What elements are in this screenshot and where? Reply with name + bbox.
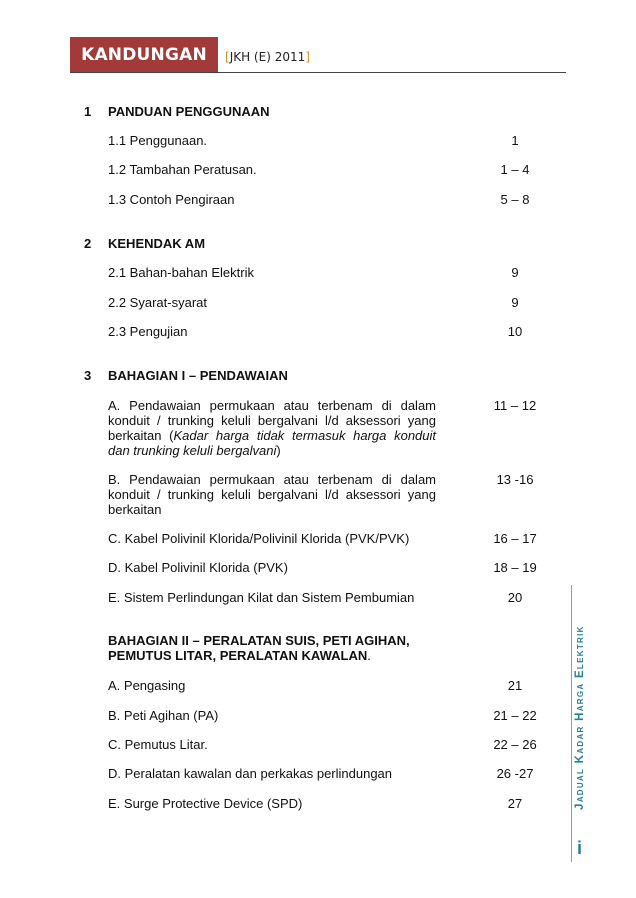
section-title-period: . xyxy=(367,648,371,663)
sidebar-vertical-title: Jadual Kadar Harga Elektrik xyxy=(574,625,586,810)
toc-item[interactable]: D. Peralatan kawalan dan perkakas perlindungan xyxy=(108,766,393,781)
toc-item[interactable]: E. Surge Protective Device (SPD) xyxy=(108,796,303,811)
toc-page: 9 xyxy=(511,295,519,310)
toc-item[interactable]: E. Sistem Perlindungan Kilat dan Sistem Pembumian xyxy=(108,590,415,605)
toc-item[interactable]: C. Pemutus Litar. xyxy=(108,737,208,752)
toc-item[interactable] xyxy=(108,398,436,458)
header-subtitle xyxy=(225,50,310,64)
document-code: JKH (E) 2011 xyxy=(229,50,306,64)
toc-item[interactable]: 2.3 Pengujian xyxy=(108,324,188,339)
toc-item[interactable]: C. Kabel Polivinil Klorida/Polivinil Klorida (PVK/PVK) xyxy=(108,531,410,546)
header-rule xyxy=(70,72,566,73)
toc-page: 18 – 19 xyxy=(493,560,537,575)
toc-item[interactable]: B. Pendawaian permukaan atau terbenam di dalam konduit / trunking keluli bergalvani l/d aksessori yang berkaitan xyxy=(108,472,436,517)
sidebar-rule xyxy=(571,585,572,862)
toc-page: 21 – 22 xyxy=(493,708,537,723)
toc-page: 11 – 12 xyxy=(493,398,537,413)
section-title-line2 xyxy=(108,648,371,663)
toc-page: 20 xyxy=(507,590,523,605)
section-title: BAHAGIAN I – PENDAWAIAN xyxy=(108,368,288,383)
toc-page: 26 -27 xyxy=(496,766,534,781)
page-number: i xyxy=(577,838,583,858)
toc-page: 10 xyxy=(507,324,523,339)
toc-page: 9 xyxy=(511,265,519,280)
toc-page: 1 xyxy=(511,133,519,148)
bracket-open: [ xyxy=(225,50,230,64)
toc-item[interactable]: A. Pengasing xyxy=(108,678,186,693)
toc-page: 5 – 8 xyxy=(500,192,530,207)
toc-page: 1 – 4 xyxy=(500,162,530,177)
toc-page: 16 – 17 xyxy=(493,531,537,546)
toc-item[interactable]: 1.2 Tambahan Peratusan. xyxy=(108,162,257,177)
toc-item-text-end: ) xyxy=(276,443,281,458)
toc-item[interactable]: 2.1 Bahan-bahan Elektrik xyxy=(108,265,254,280)
toc-page: 13 -16 xyxy=(496,472,534,487)
toc-page: 27 xyxy=(507,796,523,811)
section-number: 1 xyxy=(84,104,92,119)
header-title: KANDUNGAN xyxy=(70,37,218,72)
toc-item[interactable]: B. Peti Agihan (PA) xyxy=(108,708,219,723)
toc-page: 22 – 26 xyxy=(493,737,537,752)
section-number: 2 xyxy=(84,236,92,251)
section-title-text: PEMUTUS LITAR, PERALATAN KAWALAN xyxy=(108,648,368,663)
section-number: 3 xyxy=(84,368,92,383)
toc-item[interactable]: 1.3 Contoh Pengiraan xyxy=(108,192,235,207)
section-title: KEHENDAK AM xyxy=(108,236,206,251)
toc-item-text: A. Pendawaian permukaan atau terbenam di dalam konduit / trunking keluli bergalvani l/d aksessori yang berkaitan ( xyxy=(108,398,436,443)
toc-item[interactable]: 2.2 Syarat-syarat xyxy=(108,295,207,310)
toc-item-note: Kadar harga tidak termasuk harga konduit dan trunking keluli bergalvani xyxy=(108,428,437,458)
toc-item[interactable]: 1.1 Penggunaan. xyxy=(108,133,208,148)
section-title: BAHAGIAN II – PERALATAN SUIS, PETI AGIHAN, xyxy=(108,633,410,648)
toc-item[interactable]: D. Kabel Polivinil Klorida (PVK) xyxy=(108,560,288,575)
toc-page: 21 xyxy=(507,678,523,693)
bracket-close: ] xyxy=(305,50,310,64)
section-title: PANDUAN PENGGUNAAN xyxy=(108,104,270,119)
